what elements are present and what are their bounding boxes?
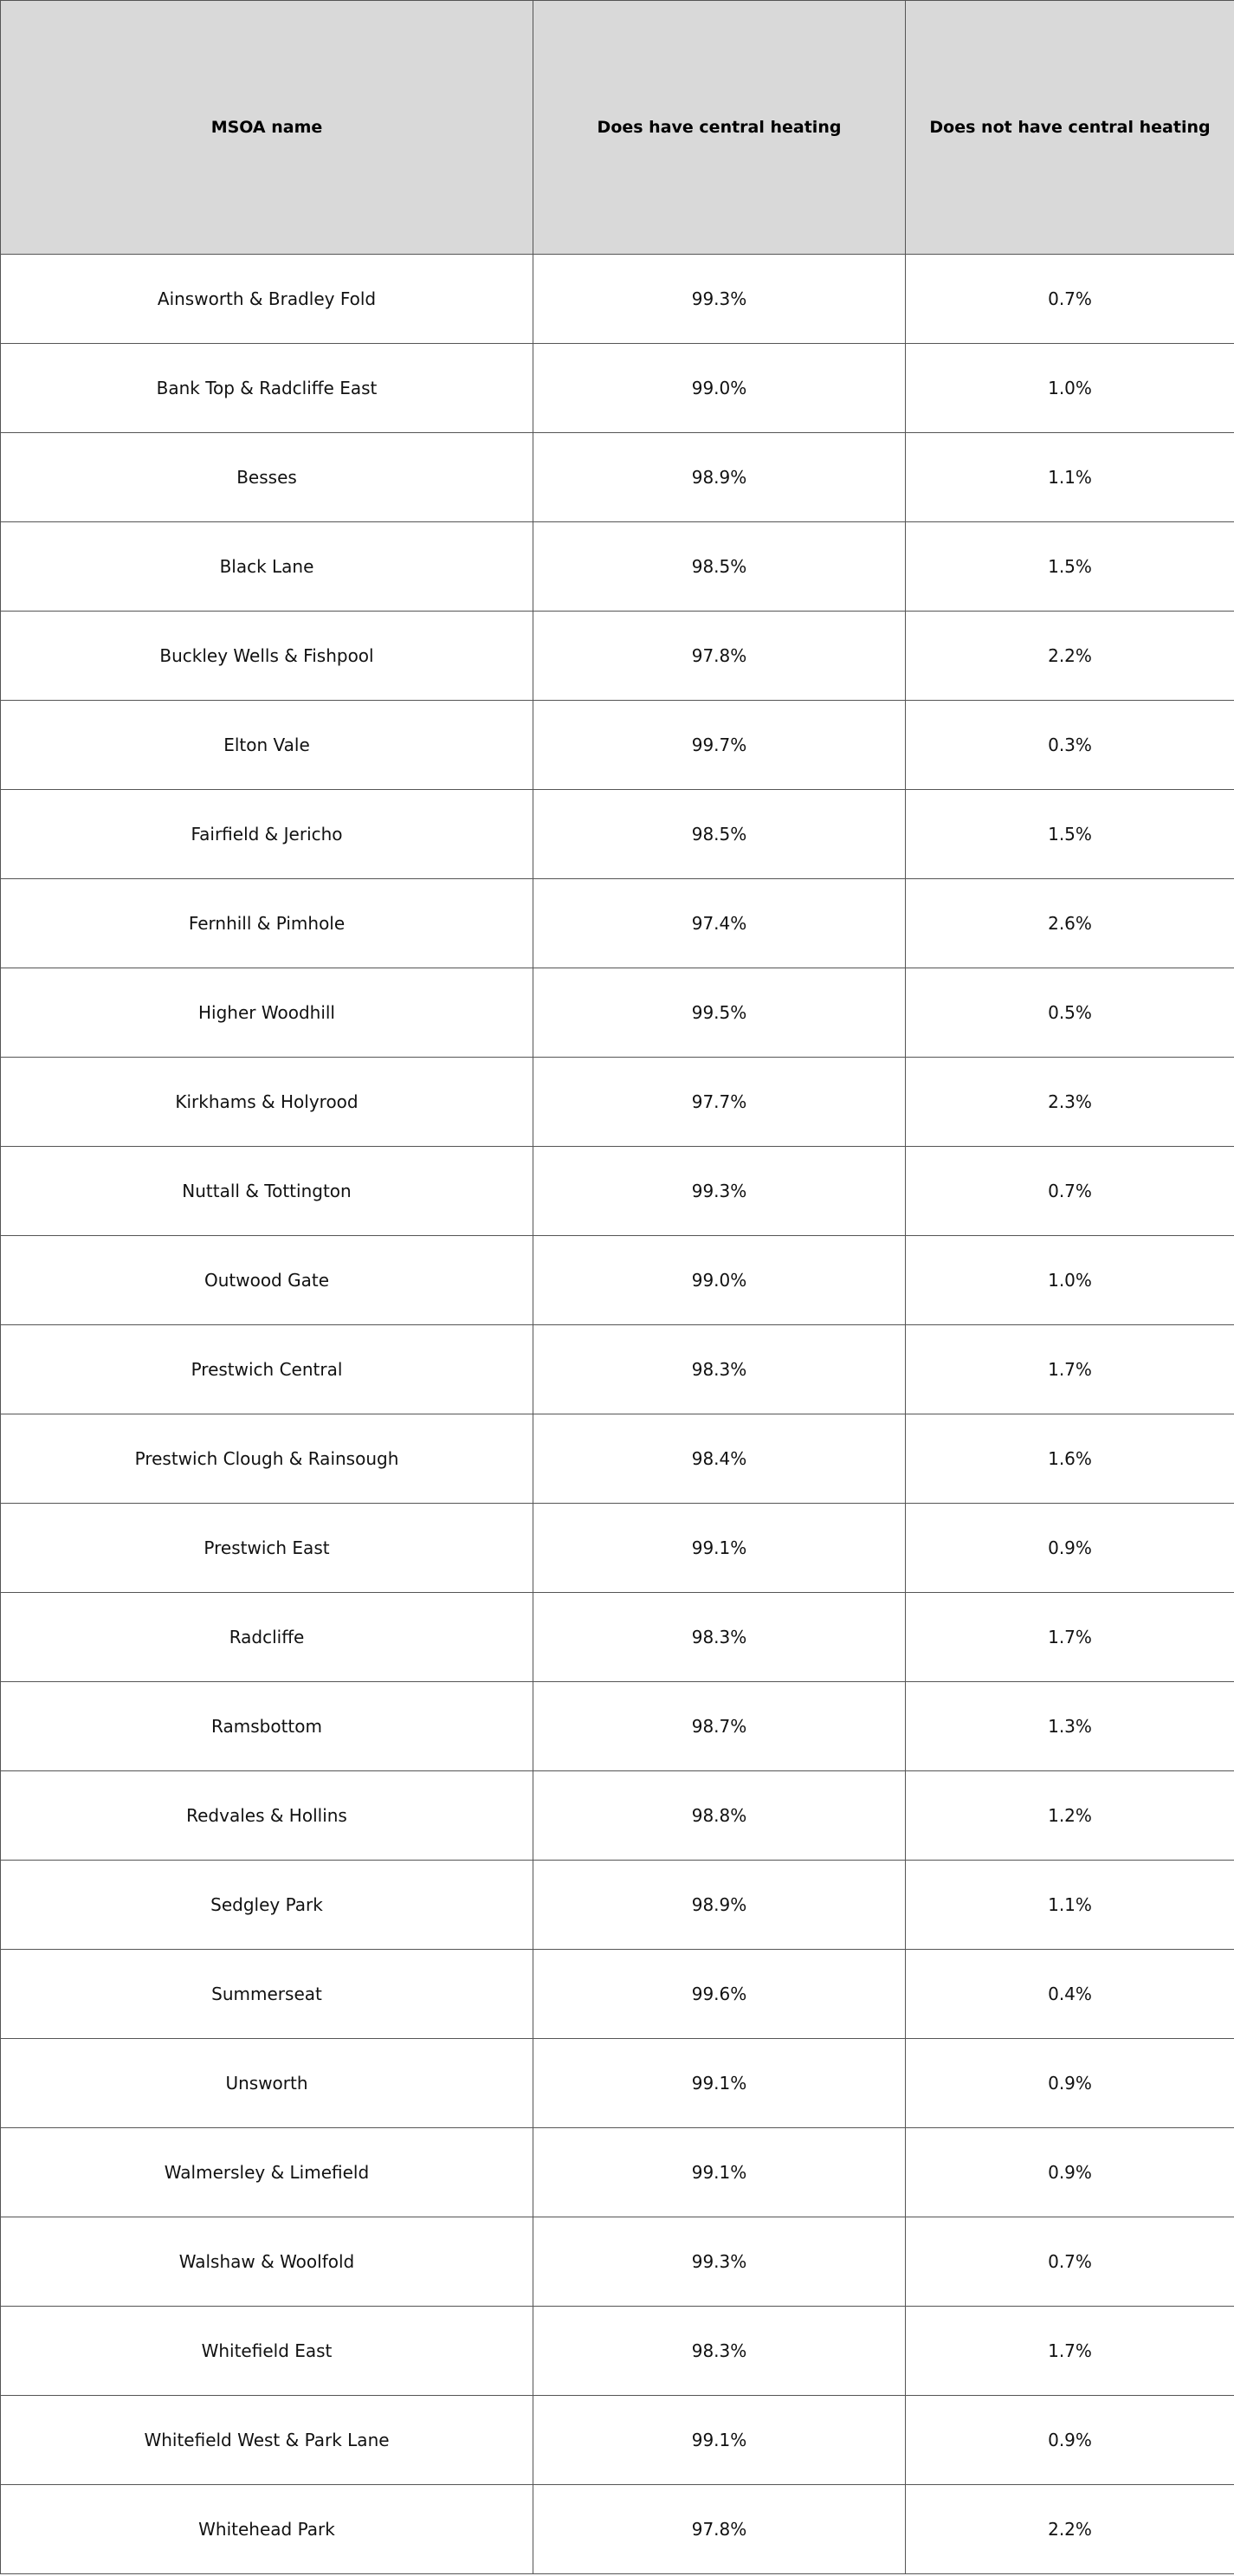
table-row [1,1593,1234,1682]
no-central-heating-cell: 1.7% [906,1325,1234,1414]
no-central-heating-cell: 1.7% [906,2307,1234,2396]
table-row [1,433,1234,522]
table-row [1,1682,1234,1771]
no-central-heating-cell: 2.3% [906,1058,1234,1147]
msoa-name-cell: Fernhill & Pimhole [1,879,533,968]
table-row [1,2396,1234,2485]
table-row [1,1414,1234,1504]
has-central-heating-cell: 99.0% [533,344,906,433]
no-central-heating-cell: 0.9% [906,2039,1234,2128]
table-row [1,522,1234,612]
table-row [1,879,1234,968]
table-row [1,1147,1234,1236]
msoa-name-cell: Bank Top & Radcliffe East [1,344,533,433]
no-central-heating-cell: 1.1% [906,433,1234,522]
table-row [1,1325,1234,1414]
has-central-heating-cell: 98.9% [533,1861,906,1950]
column-header-no-central-heating: Does not have central heating [906,1,1234,255]
msoa-name-cell: Elton Vale [1,701,533,790]
msoa-name-cell: Fairfield & Jericho [1,790,533,879]
msoa-name-cell: Prestwich East [1,1504,533,1593]
no-central-heating-cell: 1.0% [906,344,1234,433]
msoa-name-cell: Whitefield East [1,2307,533,2396]
has-central-heating-cell: 99.0% [533,1236,906,1325]
no-central-heating-cell: 0.5% [906,968,1234,1058]
no-central-heating-cell: 1.7% [906,1593,1234,1682]
no-central-heating-cell: 1.6% [906,1414,1234,1504]
table-row [1,1058,1234,1147]
msoa-name-cell: Summerseat [1,1950,533,2039]
table-row [1,2128,1234,2217]
has-central-heating-cell: 99.6% [533,1950,906,2039]
has-central-heating-cell: 98.7% [533,1682,906,1771]
has-central-heating-cell: 98.3% [533,2307,906,2396]
msoa-name-cell: Higher Woodhill [1,968,533,1058]
has-central-heating-cell: 99.3% [533,2217,906,2307]
has-central-heating-cell: 98.5% [533,790,906,879]
header-row [1,1,1234,255]
table-row [1,1236,1234,1325]
table-row [1,2307,1234,2396]
table-row [1,1950,1234,2039]
no-central-heating-cell: 0.7% [906,2217,1234,2307]
table-row [1,1861,1234,1950]
no-central-heating-cell: 1.3% [906,1682,1234,1771]
has-central-heating-cell: 99.1% [533,2128,906,2217]
msoa-name-cell: Kirkhams & Holyrood [1,1058,533,1147]
msoa-name-cell: Redvales & Hollins [1,1771,533,1861]
has-central-heating-cell: 98.3% [533,1593,906,1682]
has-central-heating-cell: 97.8% [533,612,906,701]
has-central-heating-cell: 99.1% [533,1504,906,1593]
no-central-heating-cell: 2.2% [906,612,1234,701]
no-central-heating-cell: 0.3% [906,701,1234,790]
msoa-name-cell: Nuttall & Tottington [1,1147,533,1236]
table-row [1,344,1234,433]
table-row [1,790,1234,879]
has-central-heating-cell: 99.3% [533,255,906,344]
has-central-heating-cell: 97.7% [533,1058,906,1147]
msoa-name-cell: Besses [1,433,533,522]
has-central-heating-cell: 98.9% [533,433,906,522]
has-central-heating-cell: 98.5% [533,522,906,612]
table-row [1,255,1234,344]
column-header-has-central-heating: Does have central heating [533,1,906,255]
has-central-heating-cell: 98.3% [533,1325,906,1414]
no-central-heating-cell: 2.6% [906,879,1234,968]
msoa-name-cell: Walmersley & Limefield [1,2128,533,2217]
msoa-name-cell: Buckley Wells & Fishpool [1,612,533,701]
table-row [1,968,1234,1058]
no-central-heating-cell: 1.2% [906,1771,1234,1861]
no-central-heating-cell: 1.5% [906,790,1234,879]
table-row [1,1504,1234,1593]
msoa-name-cell: Sedgley Park [1,1861,533,1950]
table-row [1,2485,1234,2574]
msoa-name-cell: Prestwich Central [1,1325,533,1414]
msoa-name-cell: Radcliffe [1,1593,533,1682]
no-central-heating-cell: 0.4% [906,1950,1234,2039]
no-central-heating-cell: 0.9% [906,1504,1234,1593]
msoa-name-cell: Outwood Gate [1,1236,533,1325]
no-central-heating-cell: 0.9% [906,2128,1234,2217]
has-central-heating-cell: 99.7% [533,701,906,790]
has-central-heating-cell: 99.1% [533,2396,906,2485]
has-central-heating-cell: 99.5% [533,968,906,1058]
has-central-heating-cell: 99.3% [533,1147,906,1236]
msoa-name-cell: Whitehead Park [1,2485,533,2574]
table-body [1,255,1234,2574]
msoa-name-cell: Black Lane [1,522,533,612]
msoa-name-cell: Prestwich Clough & Rainsough [1,1414,533,1504]
msoa-name-cell: Ainsworth & Bradley Fold [1,255,533,344]
table-row [1,612,1234,701]
msoa-name-cell: Whitefield West & Park Lane [1,2396,533,2485]
has-central-heating-cell: 99.1% [533,2039,906,2128]
no-central-heating-cell: 2.2% [906,2485,1234,2574]
no-central-heating-cell: 1.0% [906,1236,1234,1325]
msoa-name-cell: Walshaw & Woolfold [1,2217,533,2307]
has-central-heating-cell: 97.8% [533,2485,906,2574]
table-row [1,2039,1234,2128]
no-central-heating-cell: 0.9% [906,2396,1234,2485]
has-central-heating-cell: 97.4% [533,879,906,968]
no-central-heating-cell: 1.5% [906,522,1234,612]
no-central-heating-cell: 1.1% [906,1861,1234,1950]
no-central-heating-cell: 0.7% [906,255,1234,344]
no-central-heating-cell: 0.7% [906,1147,1234,1236]
table-row [1,701,1234,790]
msoa-name-cell: Unsworth [1,2039,533,2128]
has-central-heating-cell: 98.8% [533,1771,906,1861]
msoa-name-cell: Ramsbottom [1,1682,533,1771]
table-row [1,2217,1234,2307]
table-row [1,1771,1234,1861]
column-header-msoa-name: MSOA name [1,1,533,255]
has-central-heating-cell: 98.4% [533,1414,906,1504]
